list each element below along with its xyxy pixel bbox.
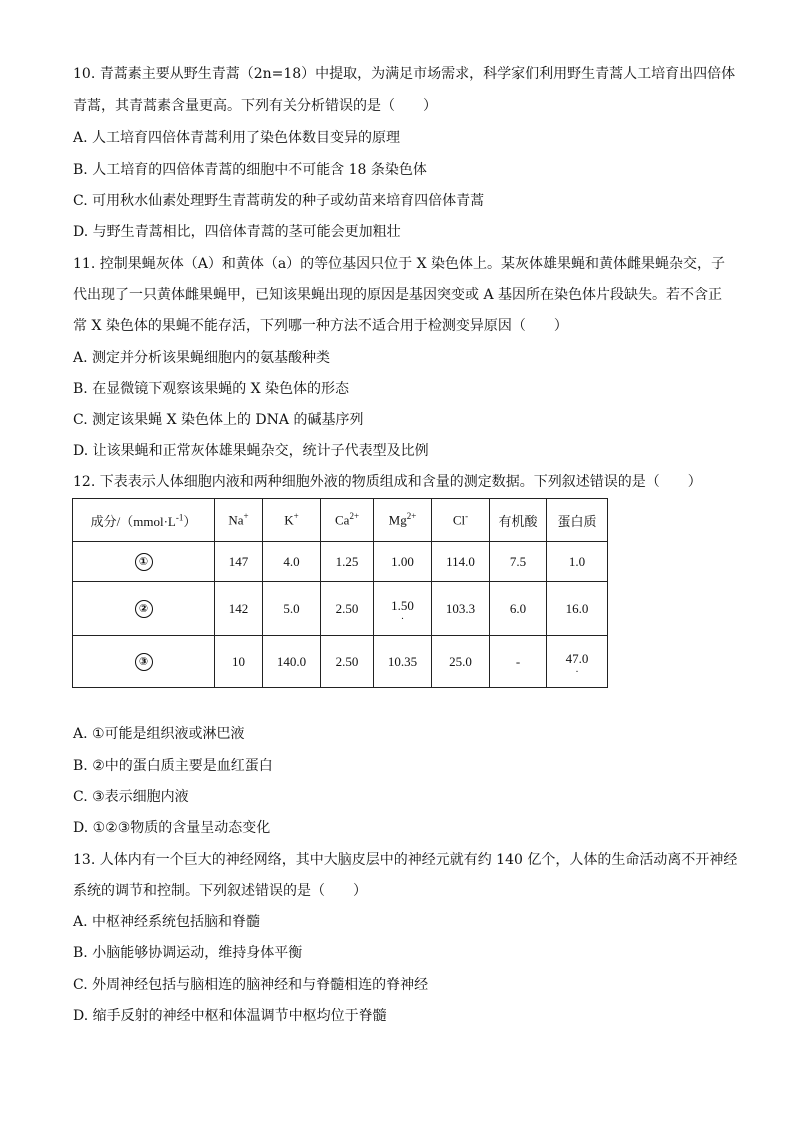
col-header-k: K+ (263, 499, 321, 542)
q11-stem-line-2: 代出现了一只黄体雌果蝇甲，已知该果蝇出现的原因是基因突变或 A 基因所在染色体片段缺失。若不含正 (73, 287, 723, 303)
table-row (73, 542, 608, 582)
q10-option-d: D. 与野生青蒿相比，四倍体青蒿的茎可能会更加粗壮 (73, 224, 401, 240)
table-row (73, 582, 608, 636)
q12-option-b: B. ②中的蛋白质主要是血红蛋白 (73, 758, 273, 774)
q11-option-a: A. 测定并分析该果蝇细胞内的氨基酸种类 (73, 350, 331, 366)
table-cell: 4.0 (263, 542, 321, 582)
row-label-2: ② (73, 582, 215, 636)
table-cell: 103.3 (432, 582, 490, 636)
q12-option-a: A. ①可能是组织液或淋巴液 (73, 726, 245, 742)
q11-stem-line-3: 常 X 染色体的果蝇不能存活，下列哪一种方法不适合用于检测变异原因（ ） (73, 318, 568, 334)
q13-option-a: A. 中枢神经系统包括脑和脊髓 (73, 914, 261, 930)
header-label-sup: -1 (175, 512, 184, 523)
header-label-cell (73, 499, 215, 542)
table-cell: 1.0 (547, 542, 608, 582)
table-cell: 10.35 (374, 636, 432, 688)
table-cell: 16.0 (547, 582, 608, 636)
q10-option-c: C. 可用秋水仙素处理野生青蒿萌发的种子或幼苗来培育四倍体青蒿 (73, 193, 485, 209)
q10-option-b: B. 人工培育的四倍体青蒿的细胞中不可能含 18 条染色体 (73, 162, 427, 178)
row-label-1: ① (73, 542, 215, 582)
col-header-mg: $Mg^{2+}$ (374, 499, 432, 542)
q12-option-c: C. ③表示细胞内液 (73, 789, 189, 805)
q10-stem-line-1: 10. 青蒿素主要从野生青蒿（2n=18）中提取，为满足市场需求，科学家们利用野生青蒿人工培育出四倍体 (73, 66, 736, 82)
header-label-end: ） (183, 513, 197, 529)
table-cell: 5.0 (263, 582, 321, 636)
composition-table (72, 498, 608, 688)
col-header-na: Na+ (215, 499, 263, 542)
table-cell: 1.50 . (374, 582, 432, 636)
table-cell: 1.00 (374, 542, 432, 582)
table-cell: 147 (215, 542, 263, 582)
table-cell: 10 (215, 636, 263, 688)
q13-stem-line-1: 13. 人体内有一个巨大的神经网络，其中大脑皮层中的神经元就有约 140 亿个，人体的生命活动离不开神经 (73, 852, 738, 868)
table-cell: 140.0 (263, 636, 321, 688)
table-row (73, 636, 608, 688)
row-label-3: ③ (73, 636, 215, 688)
q13-stem-line-2: 系统的调节和控制。下列叙述错误的是（ ） (73, 883, 367, 899)
q12-stem: 12. 下表表示人体细胞内液和两种细胞外液的物质组成和含量的测定数据。下列叙述错误的是（ ） (73, 474, 702, 490)
table-cell: 142 (215, 582, 263, 636)
col-header-ca: $Ca^{2+}$ (321, 499, 374, 542)
q11-option-c: C. 测定该果蝇 X 染色体上的 DNA 的碱基序列 (73, 412, 364, 428)
table-cell: 114.0 (432, 542, 490, 582)
table-cell: 2.50 (321, 582, 374, 636)
table-cell: 1.25 (321, 542, 374, 582)
header-label: 成分/（mmol·L (90, 513, 176, 529)
table-header-row (73, 499, 608, 542)
table-cell: 47.0 . (547, 636, 608, 688)
q10-option-a: A. 人工培育四倍体青蒿利用了染色体数目变异的原理 (73, 130, 401, 146)
q11-stem-line-1: 11. 控制果蝇灰体（A）和黄体（a）的等位基因只位于 X 染色体上。某灰体雄果蝇和黄体雌果蝇杂交，子 (73, 256, 726, 272)
table-cell: 25.0 (432, 636, 490, 688)
table-cell: 7.5 (490, 542, 547, 582)
q12-option-d: D. ①②③物质的含量呈动态变化 (73, 820, 271, 836)
col-header-protein: 蛋白质 (547, 499, 608, 542)
q13-option-b: B. 小脑能够协调运动，维持身体平衡 (73, 945, 303, 961)
col-header-organic-acid: 有机酸 (490, 499, 547, 542)
q11-option-d: D. 让该果蝇和正常灰体雄果蝇杂交，统计子代表型及比例 (73, 443, 429, 459)
q11-option-b: B. 在显微镜下观察该果蝇的 X 染色体的形态 (73, 381, 350, 397)
table-cell: 2.50 (321, 636, 374, 688)
table-cell: - (490, 636, 547, 688)
col-header-cl: Cl- (432, 499, 490, 542)
q10-stem-line-2: 青蒿，其青蒿素含量更高。下列有关分析错误的是（ ） (73, 98, 437, 114)
table-cell: 6.0 (490, 582, 547, 636)
q13-option-d: D. 缩手反射的神经中枢和体温调节中枢均位于脊髓 (73, 1008, 387, 1024)
q13-option-c: C. 外周神经包括与脑相连的脑神经和与脊髓相连的脊神经 (73, 977, 429, 993)
